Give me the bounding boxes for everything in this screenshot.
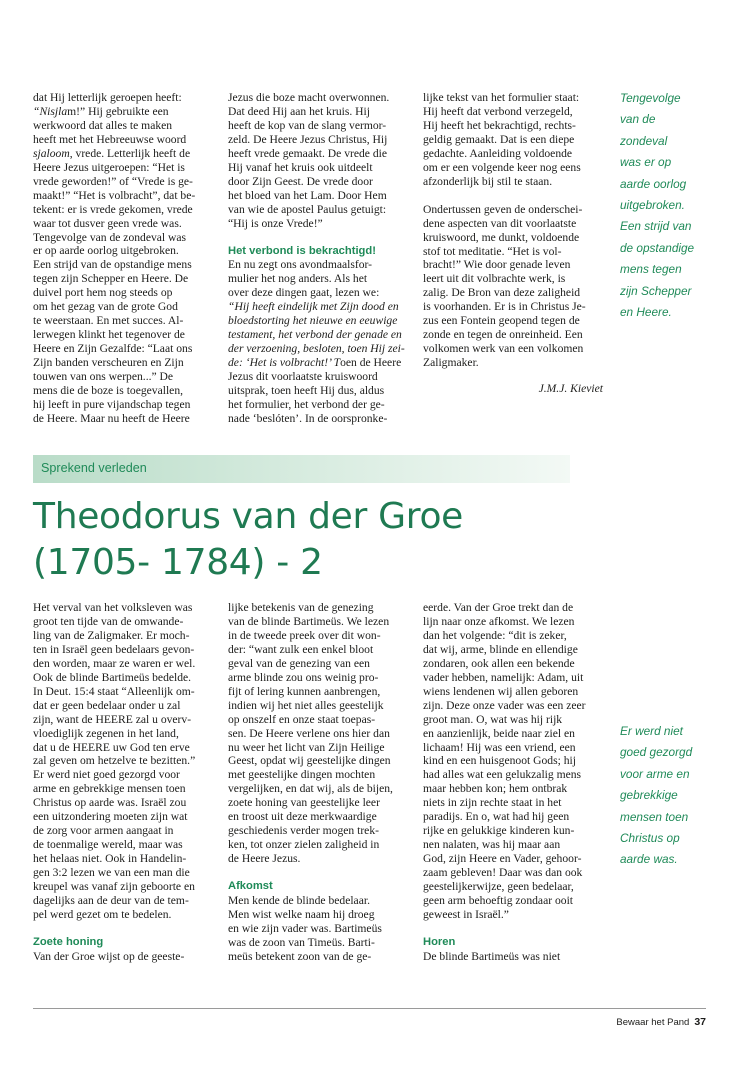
text-line: kruiswoord, me dunkt, voldoende bbox=[423, 230, 580, 244]
text-line: ten in Israël geen bedelaars gevon- bbox=[33, 642, 195, 656]
text-line: Christus op bbox=[620, 831, 680, 846]
text-line: Hij vanaf het kruis ook uitdeelt bbox=[228, 160, 373, 174]
text-line: met geestelijke dingen mochten bbox=[228, 768, 376, 782]
headline-line-1: Theodorus van der Groe bbox=[33, 496, 464, 537]
text-line: ling van de Zaligmaker. Er moch- bbox=[33, 628, 190, 642]
text-line: goed gezorgd bbox=[620, 745, 693, 760]
text-line: niets in zijn rechte staat in het bbox=[423, 796, 562, 810]
text-line: den worden, maar ze waren er wel. bbox=[33, 656, 196, 670]
text-line: der verzoening, besloten, toen Hij zei- bbox=[228, 342, 405, 356]
text-line: zal geven om hetzelve te bezitten.” bbox=[33, 754, 196, 768]
text-line: En nu zegt ons avondmaalsfor- bbox=[228, 258, 373, 272]
text-line: er op aarde oorlog uitgebroken. bbox=[33, 244, 179, 258]
text-line: God, zijn Heere en Vader, gehoor- bbox=[423, 852, 582, 866]
text-line: Zijn banden verscheuren en Zijn bbox=[33, 356, 184, 370]
text-line: ken, tot onzer zielen zaligheid in bbox=[228, 838, 380, 852]
text-line: zus een Fontein geopend tegen de bbox=[423, 314, 580, 328]
text-line: eerde. Van der Groe trekt dan de bbox=[423, 601, 574, 614]
text-line: dat Hij letterlijk geroepen heeft: bbox=[33, 91, 182, 104]
text-line: was de zoon van Timeüs. Barti- bbox=[228, 935, 375, 949]
text-line: vergelijken, en dat wij, als de bijen, bbox=[228, 782, 393, 796]
text-line: zoete honing van geestelijke leer bbox=[228, 796, 380, 810]
text-line: groot man. O, wat was hij rijk bbox=[423, 712, 563, 726]
text-line: Een strijd van bbox=[620, 219, 692, 234]
text-line: Men kende de blinde bedelaar. bbox=[228, 894, 370, 908]
text-line: door Zijn Geest. De vrede door bbox=[228, 174, 373, 188]
text-line: wiens lendenen wij allen geboren bbox=[423, 684, 579, 698]
text-line: was er op bbox=[620, 155, 672, 170]
text-line: gedachte. Aanleiding voldoende bbox=[423, 146, 573, 160]
text-line: en Heere. bbox=[620, 305, 672, 320]
text-line: touwen van ons werpen...” De bbox=[33, 370, 174, 384]
text-line: volkomen werk van een volkomen bbox=[423, 342, 584, 356]
text-line: mensen toen bbox=[620, 809, 689, 824]
text-line: rijke en gelukkige kinderen kun- bbox=[423, 824, 575, 838]
article-col-1 bbox=[33, 601, 213, 964]
text-line: zalig. De Bron van deze zaligheid bbox=[423, 286, 581, 300]
text-line: lerwegen klinkt het tegenover de bbox=[33, 328, 185, 342]
text-line: Geest, opdat wij geestelijke dingen bbox=[228, 754, 391, 768]
top-col-2-text-b bbox=[228, 258, 408, 425]
text-line: van de bbox=[620, 112, 656, 127]
text-line: een uitzondering moeten zijn wat bbox=[33, 810, 188, 824]
text-line: Van der Groe wijst op de geeste- bbox=[33, 949, 185, 963]
subheading-zoete-honing: Zoete honing bbox=[33, 935, 104, 948]
text-line: om het gezag van de grote God bbox=[33, 300, 178, 314]
pull-quote-bottom bbox=[620, 721, 730, 871]
text-line: Ondertussen geven de onderschei- bbox=[423, 202, 583, 216]
text-line: stof tot meditatie. “Het is vol- bbox=[423, 244, 562, 258]
top-col-3-text-a bbox=[423, 91, 603, 189]
article-col-2-text-b bbox=[228, 894, 408, 964]
text-line: zonde en tegen de onreinheid. Een bbox=[423, 328, 583, 342]
text-line: zijn, want de HEERE zal u overv- bbox=[33, 712, 192, 726]
article-col-1-text-b bbox=[33, 950, 213, 964]
text-line: maakt!” “Het is volbracht”, dat be- bbox=[33, 188, 196, 202]
text-line: is voorhanden. Er is in Christus Je- bbox=[423, 300, 586, 314]
text-line: tegen zijn Schepper en Heere. De bbox=[33, 272, 189, 286]
top-col-3-text-b bbox=[423, 203, 603, 370]
text-line: dat u de HEERE uw God ten erve bbox=[33, 740, 190, 754]
text-line: Er werd niet goed gezorgd voor bbox=[33, 768, 180, 782]
text-line: zaam gebleven! Daar was dan ook bbox=[423, 866, 583, 880]
text-line: tekent: er is vrede gekomen, vrede bbox=[33, 202, 193, 216]
text-line: de Heere. Maar nu heeft de Heere bbox=[33, 411, 190, 425]
section-band bbox=[33, 455, 570, 483]
article-headline bbox=[33, 494, 593, 586]
text-line: arme blinde zou ons weinig pro- bbox=[228, 670, 379, 684]
text-line: zeld. De Heere Jezus Christus, Hij bbox=[228, 132, 388, 146]
text-line: waar tot dusver geen vrede was. bbox=[33, 216, 182, 230]
text-line: meüs betekent zoon van de ge- bbox=[228, 949, 372, 963]
top-col-2-text-a bbox=[228, 91, 408, 231]
text-line: sjaloom, vrede. Letterlijk heeft de bbox=[33, 146, 191, 160]
top-col-3 bbox=[423, 91, 603, 396]
text-line: lichaam! Hij was een vriend, een bbox=[423, 740, 576, 754]
subheading-verbond: Het verbond is bekrachtigd! bbox=[228, 244, 376, 257]
text-line: In Deut. 15:4 staat “Alleenlijk om- bbox=[33, 684, 195, 698]
text-line: hij leeft in pure vijandschap tegen bbox=[33, 397, 191, 411]
top-col-2 bbox=[228, 91, 408, 426]
subheading-horen: Horen bbox=[423, 935, 456, 948]
text-line: en troost uit deze merkwaardige bbox=[228, 810, 377, 824]
text-line: en wie zijn vader was. Bartimeüs bbox=[228, 921, 382, 935]
text-line: Hij heeft het bekrachtigd, rechts- bbox=[423, 118, 576, 132]
text-line: bloedstorting het nieuwe en eeuwige bbox=[228, 314, 398, 328]
text-line: duivel port hem nog steeds op bbox=[33, 286, 173, 300]
text-line: maar hebben kon; hem ontbrak bbox=[423, 782, 568, 796]
text-line: der: “want zulk een enkel bloot bbox=[228, 642, 374, 656]
article-col-2-text-a bbox=[228, 601, 408, 866]
text-line: Er werd niet bbox=[620, 724, 683, 738]
text-line: groot ten tijde van de omwande- bbox=[33, 614, 184, 628]
text-line: en aanzienlijk, beide naar ziel en bbox=[423, 726, 575, 740]
text-line: dat wij, arme, blinde en ellendige bbox=[423, 642, 578, 656]
text-line: Hij heeft dat verbond verzegeld, bbox=[423, 104, 573, 118]
pull-quote-bottom-text bbox=[620, 721, 730, 871]
text-line: zondaren, ook allen een bekende bbox=[423, 656, 575, 670]
text-line: Men wist welke naam hij droeg bbox=[228, 908, 375, 922]
subheading-afkomst: Afkomst bbox=[228, 880, 273, 893]
text-line: Het verval van het volksleven was bbox=[33, 601, 193, 614]
top-col-1-text bbox=[33, 91, 213, 426]
text-line: vrede geworden!” of “Vrede is ge- bbox=[33, 174, 193, 188]
article-col-3-text-a bbox=[423, 601, 603, 922]
text-line: arme en gebrekkige mensen toen bbox=[33, 782, 186, 796]
text-line: kreupel was vanaf zijn geboorte en bbox=[33, 880, 195, 894]
text-line: dat er geen bedelaar onder u zal bbox=[33, 698, 181, 712]
text-line: dan het volgende: “dit is zeker, bbox=[423, 628, 567, 642]
text-line: gebrekkige bbox=[620, 788, 678, 803]
top-col-1 bbox=[33, 91, 213, 426]
text-line: aarde was. bbox=[620, 852, 678, 867]
text-line: over deze dingen gaat, lezen we: bbox=[228, 286, 380, 300]
text-line: het formulier, het verbond der ge- bbox=[228, 398, 385, 412]
text-line: nu weer het licht van Zijn Heilige bbox=[228, 740, 385, 754]
text-line: uitgebroken. bbox=[620, 198, 685, 213]
text-line: uitsprak, toen heeft Hij dus, aldus bbox=[228, 384, 385, 398]
text-line: de zorg voor armen aangaat in bbox=[33, 824, 174, 838]
text-line: Jezus die boze macht overwonnen. bbox=[228, 91, 390, 104]
text-line: zijn Schepper bbox=[620, 283, 692, 298]
pull-quote-top-text bbox=[620, 88, 730, 323]
author-signature: J.M.J. Kieviet bbox=[538, 382, 603, 396]
article-col-1-text-a bbox=[33, 601, 213, 922]
text-line: Dat deed Hij aan het kruis. Hij bbox=[228, 104, 370, 118]
text-line: het helaas niet. Ook in Handelin- bbox=[33, 852, 187, 866]
text-line: indien wij het niet alles geestelijk bbox=[228, 698, 384, 712]
text-line: bracht!” Wie door genade leven bbox=[423, 258, 571, 272]
text-line: dagelijks aan de deur van de tem- bbox=[33, 894, 189, 908]
text-line: het bloed van het Lam. Door Hem bbox=[228, 188, 387, 202]
text-line: zijn. Deze onze vader was een zeer bbox=[423, 698, 586, 712]
text-line: pel werd gezet om te bedelen. bbox=[33, 907, 172, 921]
text-line: te weerstaan. En met succes. Al- bbox=[33, 314, 184, 328]
text-line: in de tweede preek over dit won- bbox=[228, 628, 381, 642]
text-line: heeft met het Hebreeuwse woord bbox=[33, 132, 187, 146]
text-line: sen. De Heere verlene ons hier dan bbox=[228, 726, 390, 740]
text-line: de opstandige bbox=[620, 240, 695, 255]
text-line: aarde oorlog bbox=[620, 176, 687, 191]
text-line: “Nisjlam!” Hij gebruikte een bbox=[33, 104, 169, 118]
text-line: fijt of lering kunnen aanbrengen, bbox=[228, 684, 381, 698]
text-line: Jezus dit voorlaatste kruiswoord bbox=[228, 370, 378, 384]
text-line: heeft de kop van de slang vermor- bbox=[228, 118, 387, 132]
page-footer bbox=[616, 1016, 706, 1028]
text-line: Ook de blinde Bartimeüs bedelde. bbox=[33, 670, 192, 684]
footer-rule bbox=[33, 1008, 706, 1009]
text-line: vader hebben, namelijk: Adam, uit bbox=[423, 670, 584, 684]
text-line: dene aspecten van dit voorlaatste bbox=[423, 216, 577, 230]
text-line: Heere Jezus uitgeroepen: “Het is bbox=[33, 160, 185, 174]
text-line: mulier het nog anders. Als het bbox=[228, 272, 368, 286]
text-line: geen arm behoeftig zondaar ooit bbox=[423, 894, 574, 908]
text-line: Heere en Zijn Gezalfde: “Laat ons bbox=[33, 342, 193, 356]
text-line: Tengevolge van de zondeval was bbox=[33, 230, 187, 244]
article-col-2 bbox=[228, 601, 408, 964]
article-col-3 bbox=[423, 601, 603, 964]
text-line: voor arme en bbox=[620, 766, 690, 781]
publication-name: Bewaar het Pand bbox=[616, 1017, 690, 1028]
text-line: lijke betekenis van de genezing bbox=[228, 601, 374, 614]
pull-quote-top bbox=[620, 88, 730, 323]
text-line: De blinde Bartimeüs was niet bbox=[423, 949, 561, 963]
text-line: kind en een huisgenoot Gods; hij bbox=[423, 754, 576, 768]
text-line: had alles wat een gelukzalig mens bbox=[423, 768, 582, 782]
text-line: geestelijkerwijze, geen bedelaar, bbox=[423, 880, 574, 894]
text-line: de toenmalige wereld, maar was bbox=[33, 838, 183, 852]
text-line: Christus op aarde was. Israël zou bbox=[33, 796, 187, 810]
text-line: lijke tekst van het formulier staat: bbox=[423, 91, 580, 104]
text-line: van de blinde Bartimeüs. We lezen bbox=[228, 614, 390, 628]
text-line: nade ‘beslóten’. In de oorspronke- bbox=[228, 411, 388, 425]
text-line: “Hij is onze Vrede!” bbox=[228, 216, 323, 230]
headline-line-2: (1705- 1784) - 2 bbox=[33, 542, 323, 583]
text-line: heeft vrede gemaakt. De vrede die bbox=[228, 146, 388, 160]
text-line: afzonderlijk bij stil te staan. bbox=[423, 174, 553, 188]
text-line: geldig gemaakt. Dat is een diepe bbox=[423, 132, 575, 146]
text-line: nen nalaten, was hij maar aan bbox=[423, 838, 561, 852]
text-line: geweest in Israël.” bbox=[423, 907, 509, 921]
text-line: Tengevolge bbox=[620, 91, 681, 105]
text-line: Een strijd van de opstandige mens bbox=[33, 258, 192, 272]
page-number: 37 bbox=[694, 1016, 706, 1028]
article-col-3-text-b bbox=[423, 950, 603, 964]
text-line: mens tegen bbox=[620, 262, 682, 277]
text-line: paradijs. En o, wat had hij geen bbox=[423, 810, 570, 824]
text-line: werkwoord dat alles te maken bbox=[33, 118, 173, 132]
text-line: geschiedenis verder mogen trek- bbox=[228, 824, 379, 838]
text-line: geval van de genezing van een bbox=[228, 656, 370, 670]
text-line: van wie de apostel Paulus getuigt: bbox=[228, 202, 387, 216]
text-line: zondeval bbox=[620, 133, 668, 148]
text-line: vloediglijk zegenen in het land, bbox=[33, 726, 179, 740]
text-line: testament, het verbond der genade en bbox=[228, 328, 402, 342]
text-line: de Heere Jezus. bbox=[228, 852, 301, 866]
section-label: Sprekend verleden bbox=[41, 461, 147, 475]
text-line: lijn naar onze afkomst. We lezen bbox=[423, 614, 575, 628]
text-line: “Hij heeft eindelijk met Zijn dood en bbox=[228, 300, 399, 314]
text-line: Zaligmaker. bbox=[423, 356, 479, 370]
text-line: de: ‘Het is volbracht!’ Toen de Heere bbox=[228, 356, 402, 370]
text-line: op onszelf en onze staat toepas- bbox=[228, 712, 376, 726]
text-line: leert uit dit volbrachte werk, is bbox=[423, 272, 566, 286]
text-line: mens die de boze is toegevallen, bbox=[33, 384, 184, 398]
text-line: gen 3:2 lezen we van een man die bbox=[33, 866, 190, 880]
text-line: om er een volgende keer nog eens bbox=[423, 160, 581, 174]
